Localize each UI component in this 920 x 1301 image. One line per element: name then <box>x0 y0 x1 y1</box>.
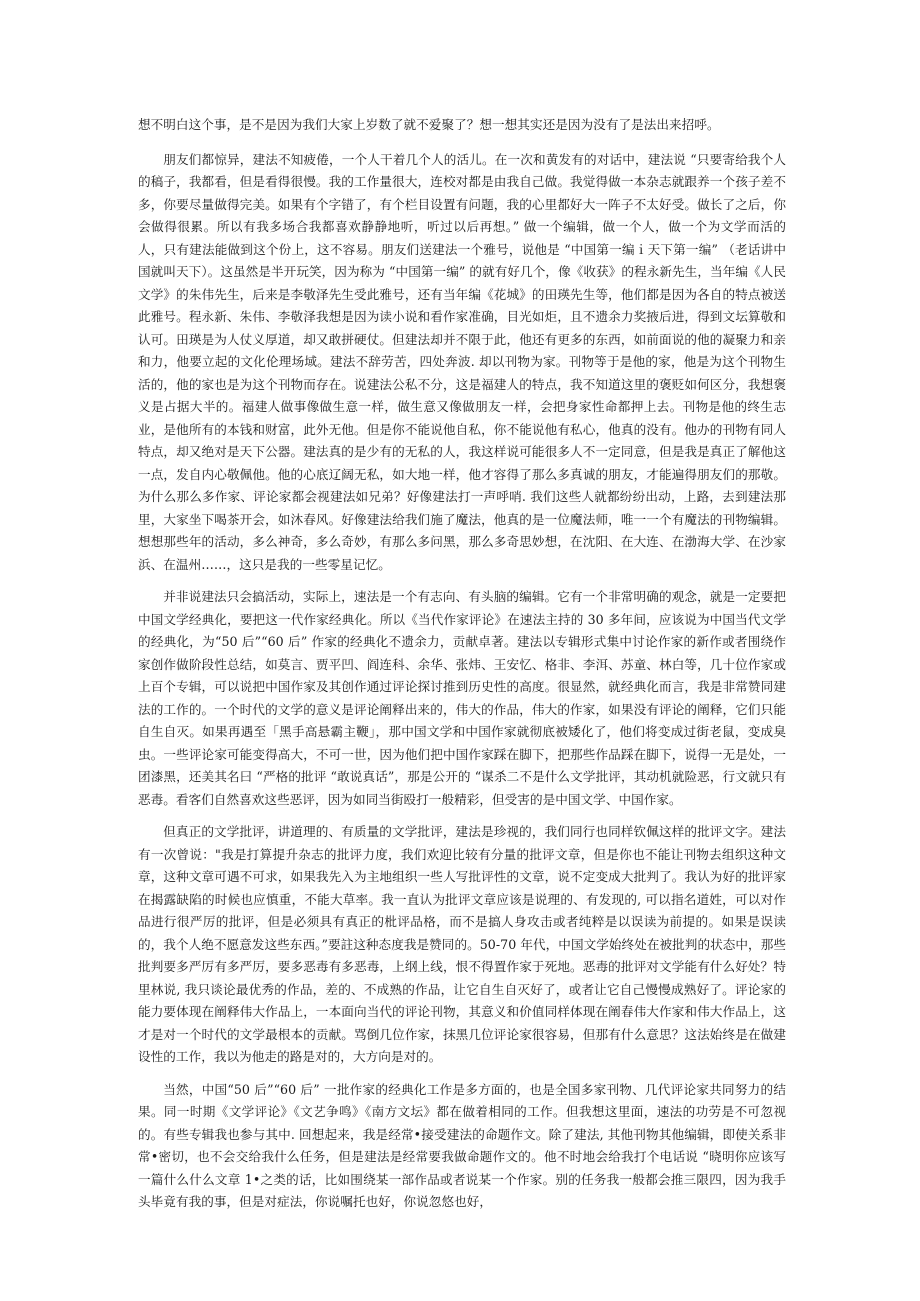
paragraph: 当然，中国“50 后”“60 后” 一批作家的经典化工作是多方面的，也是全国多家刊物、几代评论家共同努力的结果。同一时期《文学评论》《文艺争鸣》《南方文坛》都在做着相同的工作。但我想这里面，速法的功劳是不可忽视的。有些专辑我也参与其中. 回想起来，我是经常•接受建法的命题作文。除了建法, 其他刊物其他编辑，即使关系非常•密切，也不会交给我什么任务，但是建法是经常要我做命题作文的。他不时地会给我打个电话说 “晓明你应该写一篇什么什么文章 1•之类的话，比如围绕某一部作品或者说某一个作家。别的任务我一般都会推三限四，因为我手头毕竟有我的事，但是对症法，你说嘱托也好，你说忽悠也好， <box>138 1081 786 1209</box>
document-body <box>138 114 786 1224</box>
paragraph: 并非说建法只会搞活动，实际上，速法是一个有志向、有头脑的编辑。它有一个非常明确的观念，就是一定要把中国文学经典化，要把这一代作家经典化。所以《当代作家评论》在速法主持的 30 多年间，应该说为中国当代文学的经典化，为“50 后”“60 后” 作家的经典化不遗余力，贡献卓著。建法以专辑形式集中讨论作家的新作或者围绕作家创作做阶段性总结，如莫言、贾平凹、阎连科、余华、张炜、王安忆、格非、李洱、苏童、林白等，几十位作家或上百个专辑，可以说把中国作家及其创作通过评论探讨推到历史性的高度。很显然，就经典化而言，我是非常赞同建法的工作的。一个时代的文学的意义是评论阐释出来的，伟大的作品，伟大的作家，如果没有评论的阐释，它们只能自生自灭。如果再遇至「黑手高悬霸主鞭」，那中国文学和中国作家就彻底被矮化了，他们将变成过街老鼠，变成臭虫。一些评论家可能变得高大，不可一世，因为他们把中国作家踩在脚下，把那些作品踩在脚下，说得一无是处，一团漆黑，还美其名曰 “严格的批评 “敢说真话”，那是公开的 “谋杀二不是什么文学批评，其动机就险恶，行文就只有恶毒。看客们自然喜欢这些恶评，因为如同当街殴打一般精彩，但受害的是中国文学、中国作家。 <box>138 589 786 807</box>
paragraph: 但真正的文学批评，讲道理的、有质量的文学批评，建法是珍视的，我们同行也同样钦佩这样的批评文字。建法有一次曾说："我是打算提升杂志的批评力度，我们欢迎比较有分量的批评文章，但是你也不能让刊物去组织这种文章，这种文章可遇不可求，如果我先入为主地组织一些人写批评性的文章，说不定变成大批判了。我认为好的批评家在揭露缺陷的时候也应慎重，不能大草率。我一直认为批评文章应该是说理的、有发现的, 可以指名道姓，可以对作品进行很严厉的批评，但是必须具有真正的枇评品格，而不是搞人身攻击或者纯粹是以误读为前提的。如果是误读的，我个人绝不愿意发这些东西。”要註这种态度我是赞同的。50-70 年代，中国文学始终处在被批判的状态中，那些批判要多严厉有多严厉，要多恶毒有多恶毒，上纲上线，恨不得置作家于死地。恶毒的批评对文学能有什么好处？特里林说, 我只谈论最优秀的作品，差的、不成熟的作品，让它自生自灭好了，或者让它自己慢慢成熟好了。评论家的能力要体现在阐释伟大作品上，一本面向当代的评论刊物，其意义和价值同样体现在阐春伟大作家和伟大作品上，这才是对一个时代的文学最根本的贡献。骂倒几位作家，抹黑几位评论家很容易，但那有什么意思？这法始终是在做建设性的工作，我以为他走的路是对的，大方向是对的。 <box>138 824 786 1064</box>
paragraph: 朋友们都惊异，建法不知疲倦，一个人干着几个人的活儿。在一次和黄发有的对话中，建法说 “只要寄给我个人的稿子，我都看，但是看得很慢。我的工作量很大，连校对都是由我自己做。我觉得做一本杂志就跟养一个孩子差不多，你要尽量做得完美。如果有个字错了，有个栏目设置有问题，我的心里都好大一阵子不太好受。做长了之后，你会做得很累。所以有我多场合我都喜欢静静地听，听过以后再想。” 做一个编辑，做一个人，做一个为文学而活的人，只有建法能做到这个份上，这不容易。朋友们送建法一个雅号，说他是 “中国第一编ｉ天下第一编” （老话讲中国就叫天下）。这虽然是半开玩笑，因为称为 “中国第一编” 的就有好几个，像《收获》的程永新先生，当年编《人民文学》的朱伟先生，后来是李敬泽先生受此雅号，还有当年编《花城》的田瑛先生等，他们都是因为各自的特点被送此雅号。程永新、朱伟、李敬泽我想是因为读小说和看作家准确，目光如炬，且不遗余力奖掖后进，得到文坛算敬和认可。田瑛是为人仗义厚道，却又敢拼硬仗。但建法却并不限于此，他还有更多的东西，如前面说的他的凝聚力和亲和力，他要立起的文化伦理场域。建法不辞劳苦，四处奔波. 却以刊物为家。刊物等于是他的家，他是为这个刊物生活的，他的家也是为这个刊物而存在。说建法公私不分，这是福建人的特点，我不知道这里的褒贬如何区分，我想褒义是占据大半的。福建人做事像做生意一样，做生意又像做朋友一样，会把身家性命都押上去。刊物是他的终生志业，是他所有的本钱和财富，此外无他。但是你不能说他自私，你不能说他有私心，他真的没有。他办的刊物有同人特点，却又绝对是天下公器。建法真的是少有的无私的人，我这样说可能很多人不一定同意，但是我是真正了解他这一点，发自内心敬佩他。他的心底辽阔无私，如大地一样，他才容得了那么多真诚的朋友，才能遍得朋友们的那敬。为什么那么多作家、评论家都会视建法如兄弟？好像建法打一声呼哨. 我们这些人就都纷纷出动，上路，去到建法那里，大家坐下喝茶开会，如沐春风。好像建法给我们施了魔法，他真的是一位魔法师，唯一一个有魔法的刊物编辑。想想那些年的活动，多么神奇，多么奇妙，有那么多问黑，那么多奇思妙想，在沈阳、在大连、在渤海大学、在沙家浜、在温州……，这只是我的一些零星记忆。 <box>138 151 786 572</box>
paragraph: 想不明白这个事，是不是因为我们大家上岁数了就不爱聚了？想一想其实还是因为没有了是法出来招呼。 <box>138 117 720 132</box>
